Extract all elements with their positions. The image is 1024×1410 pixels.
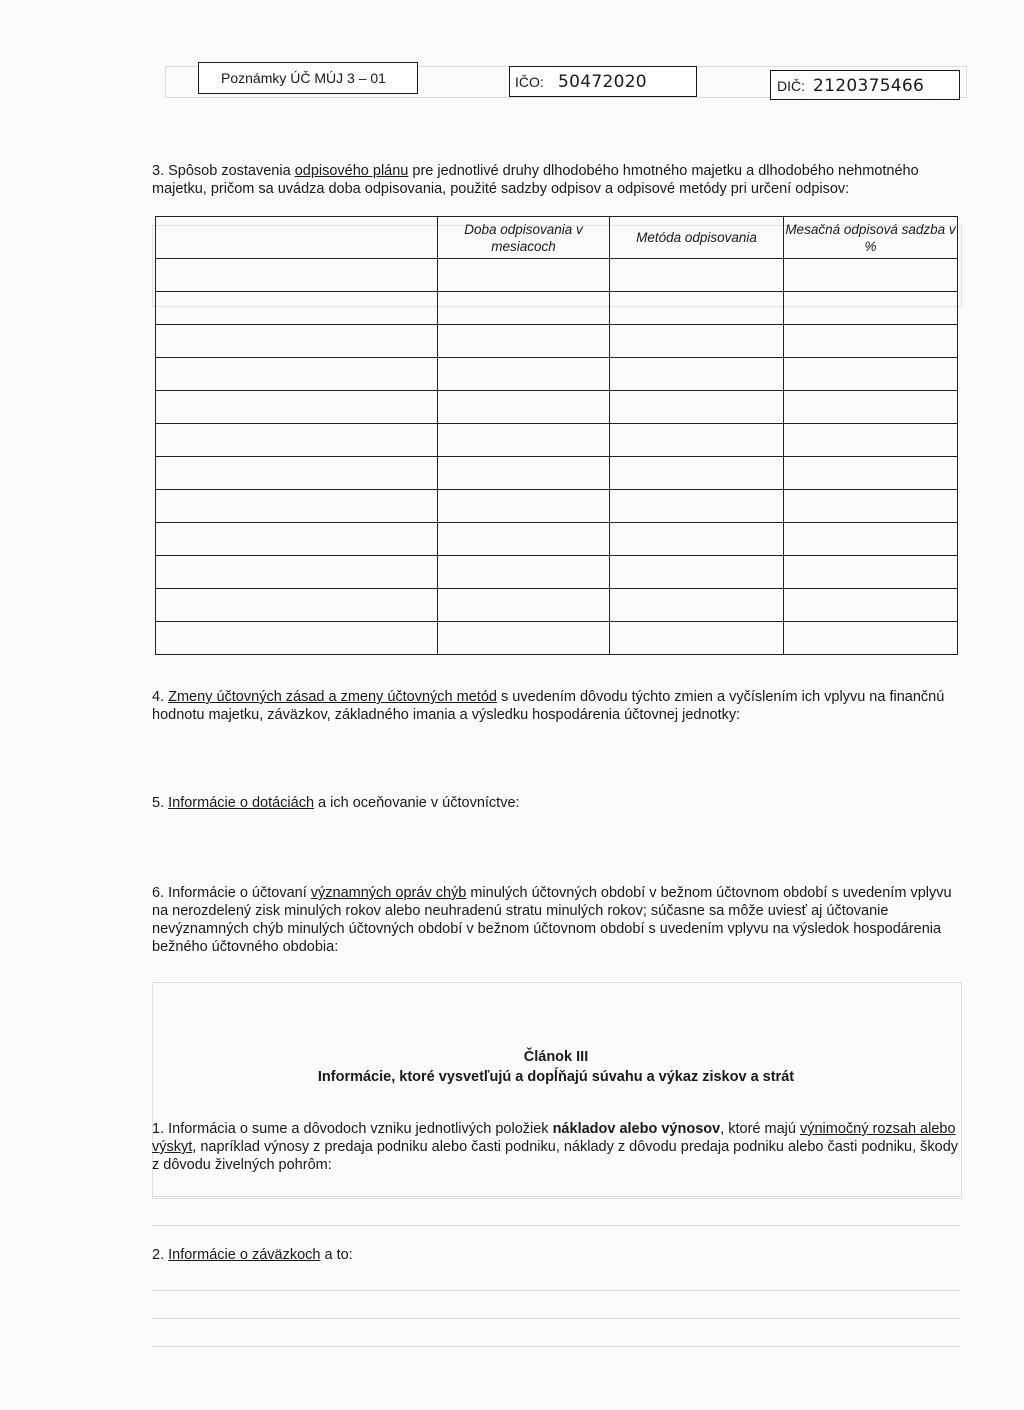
header-cell-period: Doba odpisovania v mesiacoch [438,217,610,259]
table-cell [610,325,784,358]
table-cell [784,424,958,457]
form-label-box [198,62,418,94]
header-cell-rate: Mesačná odpisová sadzba v % [784,217,958,259]
item-1-underlined: výnimočný rozsah alebo výskyt [152,1121,956,1155]
ico-box [509,66,697,97]
section-5-text: 5. Informácie o dotáciách a ich oceňovanie v účtovníctve: [152,795,520,811]
table-cell [156,259,438,292]
table-cell [438,622,610,655]
table-cell [156,556,438,589]
table-cell [156,523,438,556]
table-cell [784,457,958,490]
header-cell-blank [156,217,438,259]
section-6-underlined: významných opráv chýb [310,885,467,901]
table-cell [438,424,610,457]
faint-rule [152,1225,960,1226]
table-cell [784,259,958,292]
depreciation-table-body [156,259,958,655]
table-cell [438,490,610,523]
table-row [156,292,958,325]
table-cell [610,457,784,490]
table-cell [610,391,784,424]
table-cell [156,292,438,325]
table-cell [784,622,958,655]
faint-rule [152,1346,960,1347]
section-4-underlined: Zmeny účtovných zásad a zmeny účtovných metód [168,689,497,705]
table-row [156,556,958,589]
table-cell [784,490,958,523]
faint-rule [152,1196,960,1197]
table-row [156,490,958,523]
article-3-title: Článok III [523,1049,589,1065]
table-cell [438,259,610,292]
table-cell [156,391,438,424]
section-4-text: 4. Zmeny účtovných zásad a zmeny účtovných metód s uvedením dôvodu týchto zmien a vyčíslením ich vplyvu na finančnú hodnotu majetku, záväzkov, základného imania a výsledku hospodárenia účtovnej jednotky: [152,689,945,723]
table-cell [610,523,784,556]
item-2-text: 2. Informácie o záväzkoch a to: [152,1247,353,1263]
ico-label: IČO: [515,74,544,90]
faint-rule [152,1318,960,1319]
table-cell [784,391,958,424]
table-row [156,523,958,556]
table-cell [610,589,784,622]
table-cell [784,556,958,589]
table-cell [156,424,438,457]
table-row [156,457,958,490]
table-cell [156,325,438,358]
table-cell [610,622,784,655]
section-3-text: 3. Spôsob zostavenia odpisového plánu pre jednotlivé druhy dlhodobého hmotného majetku a dlhodobého nehmotného majetku, pričom sa uvádza doba odpisovania, použité sadzby odpisov a odpisové metódy pri určení odpisov: [152,163,919,197]
table-cell [156,457,438,490]
table-cell [438,589,610,622]
faint-rule [152,1290,960,1291]
table-cell [610,424,784,457]
table-cell [784,523,958,556]
table-header-row [156,217,958,259]
section-6-text: 6. Informácie o účtovaní významných opráv chýb minulých účtovných období v bežnom účtovnom období s uvedením vplyvu na nerozdelený zisk minulých rokov alebo neuhradenú stratu minulých rokov; súčasne sa môže uviesť aj účtovanie nevýznamných chýb minulých účtovných období v bežnom účtovnom období s uvedením vplyvu na výsledok hospodárenia bežného účtovného obdobia: [152,885,952,955]
table-cell [784,589,958,622]
table-cell [784,358,958,391]
header-cell-method: Metóda odpisovania [610,217,784,259]
section-5-underlined: Informácie o dotáciách [168,795,315,811]
item-2-underlined: Informácie o záväzkoch [168,1247,321,1263]
table-cell [438,358,610,391]
table-cell [156,589,438,622]
table-cell [156,490,438,523]
table-cell [610,556,784,589]
item-1-text: 1. Informácia o sume a dôvodoch vzniku jednotlivých položiek nákladov alebo výnosov, ktoré majú výnimočný rozsah alebo výskyt, napríklad výnosy z predaja podniku alebo časti podniku, náklady z dôvodu predaja podniku alebo časti podniku, škody z dôvodu živelných pohrôm: [152,1121,959,1173]
dic-box [770,70,960,100]
table-cell [156,358,438,391]
item-1-bold: nákladov alebo výnosov [552,1121,721,1137]
table-row [156,622,958,655]
ico-value: 50472020 [552,70,653,94]
depreciation-table [155,216,958,655]
table-cell [156,622,438,655]
section-3-underlined: odpisového plánu [294,163,409,179]
table-cell [784,292,958,325]
table-cell [438,325,610,358]
table-row [156,325,958,358]
table-cell [438,556,610,589]
dic-value: 2120375466 [807,74,930,98]
table-row [156,391,958,424]
table-cell [610,358,784,391]
table-row [156,589,958,622]
table-cell [610,259,784,292]
table-cell [784,325,958,358]
table-row [156,259,958,292]
table-cell [438,292,610,325]
table-cell [438,523,610,556]
table-row [156,424,958,457]
table-cell [438,391,610,424]
article-3-subtitle: Informácie, ktoré vysvetľujú a dopĺňajú súvahu a výkaz ziskov a strát [317,1069,795,1085]
form-label: Poznámky ÚČ MÚJ 3 – 01 [221,70,386,86]
table-cell [610,292,784,325]
table-cell [610,490,784,523]
table-cell [438,457,610,490]
table-row [156,358,958,391]
dic-label: DIČ: [777,78,805,94]
